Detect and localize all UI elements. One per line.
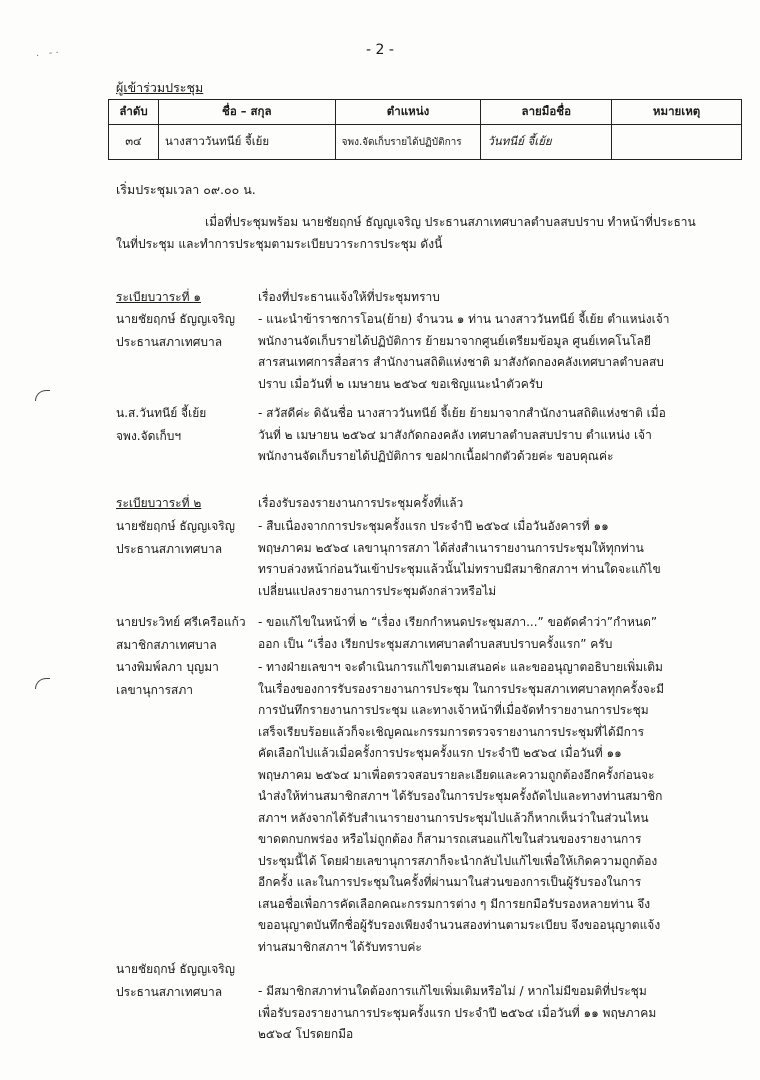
column-header: ลำดับ (109, 100, 159, 125)
speaker-role: จพง.จัดเก็บฯ (116, 429, 182, 443)
agenda-2-label: ระเบียบวาระที่ ๒ (116, 496, 202, 510)
signature-cell: วันทนีย์ จี้เย้ย (481, 125, 612, 160)
column-header: หมายเหตุ (612, 100, 742, 125)
agenda-2-statement-4: - มีสมาชิกสภาท่านใดต้องการแก้ไขเพิ่มเติมหรือไม่ / หากไม่มีขอมติที่ประชุม เพื่อรับรองรายงานการประชุมครั้งแรก ประจำปี ๒๕๖๔ เมื่อวันที่ ๑๑ พฤษภาคม ๒๕๖๔ โปรดยกมือ (258, 984, 657, 1041)
agenda-2-title: เรื่องรับรองรายงานการประชุมครั้งที่แล้ว (258, 496, 464, 510)
start-time: เริ่มประชุมเวลา ๐๙.๐๐ น. (116, 182, 256, 197)
opening-line-1: เมื่อที่ประชุมพร้อม นายชัยฤกษ์ ธัญญเจริญ ประธานสภาเทศบาลตำบลสบปราบ ทำหน้าที่ประธาน (205, 215, 696, 229)
column-header: ชื่อ – สกุล (158, 100, 335, 125)
speaker-name: นางพิมพ์ลภา บุญมา (116, 660, 219, 674)
agenda-2-statement-3: - ทางฝ่ายเลขาฯ จะดำเนินการแก้ไขตามเสนอค่ะ และขออนุญาตอธิบายเพิ่มเติม ในเรื่องของการรับรองรายงานการประชุม ในการประชุมสภาเทศบาลทุกครั้งจะมี การบันทึกรายงานการประชุม และทางเจ้าหน้าที่เมื่อจัดทำรายงานการประชุม เสร็จเรียบร้อยแล้วก็จะเชิญคณะกรรมการตรวจรายงานการประชุมที่ได้มีการ คัดเลือกไปแล้วเมื่อครั้งการประชุมครั้งแรก ประจำปี ๒๕๖๔ เมื่อวันที่ ๑๑ พฤษภาคม ๒๕๖๔ มาเพื่อตรวจสอบรายละเอียดและความถูกต้องอีกครั้งก่อนจะ นำส่งให้ท่านสมาชิกสภาฯ ได้รับรองในการประชุมครั้งถัดไปและทางท่านสมาชิก สภาฯ หลังจากได้รับสำเนารายงานการประชุมไปแล้วก็หากเห็นว่าในส่วนไหน ขาดตกบกพร่อง หรือไม่ถูกต้อง ก็สามารถเสนอแก้ไขในส่วนของรายงานการ ประชุมนี้ได้ โดยฝ่ายเลขานุการสภาก็จะนำกลับไปแก้ไขเพื่อให้เกิดความถูกต้อง อีกครั้ง และในการประชุมในครั้งที่ผ่านมาในส่วนของการเป็นผู้รับรองในการ เสนอชื่อเพื่อการคัดเลือกคณะกรรมการต่าง ๆ มีการยกมือรับรองหลายท่าน จึง ขออนุญาตบันทึกชื่อผู้รับรองเพียงจำนวนสองท่านตามระเบียบ จึงขออนุญาตแจ้ง ท่านสมาชิกสภาฯ ได้รับทราบค่ะ (258, 660, 665, 954)
table-header-row (109, 100, 742, 125)
speaker-role: ประธานสภาเทศบาล (116, 542, 223, 556)
speaker-name: นายชัยฤกษ์ ธัญญเจริญ (116, 962, 235, 976)
table-cell: จพง.จัดเก็บรายได้ปฏิบัติการ (335, 125, 481, 160)
table-cell: นางสาววันทนีย์ จี้เย้ย (158, 125, 335, 160)
table-row (109, 125, 742, 160)
agenda-1-statement-1: - แนะนำข้าราชการโอน(ย้าย) จำนวน ๑ ท่าน นางสาววันทนีย์ จี้เย้ย ตำแหน่งเจ้า พนักงานจัดเก็บรายได้ปฏิบัติการ ย้ายมาจากศูนย์เตรียมข้อมูล ศูนย์เทคโนโลยี สารสนเทศการสื่อสาร สำนักงานสถิติแห่งชาติ มาสังกัดกองคลังเทศบาลตำบลสบ ปราบ เมื่อวันที่ ๒ เมษายน ๒๕๖๔ ขอเชิญแนะนำตัวครับ (258, 312, 670, 391)
speaker-role: เลขานุการสภา (116, 683, 194, 697)
speaker-name: นายชัยฤกษ์ ธัญญเจริญ (116, 312, 235, 326)
table-cell (612, 125, 742, 160)
agenda-1-label: ระเบียบวาระที่ ๑ (116, 290, 201, 304)
speaker-role: สมาชิกสภาเทศบาล (116, 638, 217, 652)
speaker-role: ประธานสภาเทศบาล (116, 985, 223, 999)
attendees-table (108, 99, 742, 160)
scan-hole-mark (35, 678, 50, 689)
table-cell: ๓๔ (109, 125, 159, 160)
agenda-2-statement-1: - สืบเนื่องจากการประชุมครั้งแรก ประจำปี ๒๕๖๔ เมื่อวันอังคารที่ ๑๑ พฤษภาคม ๒๕๖๔ เลขานุการสภา ได้ส่งสำเนารายงานการประชุมให้ทุกท่าน ทราบล่วงหน้าก่อนวันเข้าประชุมแล้วนั้นไม่ทราบมีสมาชิกสภาฯ ท่านใดจะแก้ไข เปลี่ยนแปลงรายงานการประชุมดังกล่าวหรือไม่ (258, 519, 661, 598)
agenda-1-statement-2: - สวัสดีค่ะ ดิฉันชื่อ นางสาววันทนีย์ จี้เย้ย ย้ายมาจากสำนักงานสถิติแห่งชาติ เมื่อ วันที่ ๒ เมษายน ๒๕๖๔ มาสังกัดกองคลัง เทศบาลตำบลสบปราบ ตำแหน่ง เจ้า พนักงานจัดเก็บรายได้ปฏิบัติการ ขอฝากเนื้อฝากตัวด้วยค่ะ ขอบคุณค่ะ (258, 406, 666, 463)
scan-speck: . - · (36, 48, 59, 59)
agenda-2-statement-2: - ขอแก้ไขในหน้าที่ ๒ “เรื่อง เรียกกำหนดประชุมสภา...” ขอตัดคำว่า”กำหนด” ออก เป็น “เรื่อง เรียกประชุมสภาเทศบาลตำบลสบปราบครั้งแรก” ครับ (258, 615, 658, 651)
attendees-title: ผู้เข้าร่วมประชุม (116, 80, 204, 95)
speaker-name: นายชัยฤกษ์ ธัญญเจริญ (116, 519, 235, 533)
column-header: ลายมือชื่อ (481, 100, 612, 125)
speaker-role: ประธานสภาเทศบาล (116, 335, 223, 349)
speaker-name: น.ส.วันทนีย์ จี้เย้ย (116, 406, 207, 420)
opening-line-2: ในที่ประชุม และทำการประชุมตามระเบียบวาระการประชุม ดังนี้ (116, 237, 443, 251)
scan-hole-mark (35, 390, 50, 401)
agenda-1-title: เรื่องที่ประธานแจ้งให้ที่ประชุมทราบ (258, 290, 440, 304)
page-number: - 2 - (366, 42, 394, 58)
column-header: ตำแหน่ง (335, 100, 481, 125)
speaker-name: นายประวิทย์ ศรีเครือแก้ว (116, 615, 246, 629)
